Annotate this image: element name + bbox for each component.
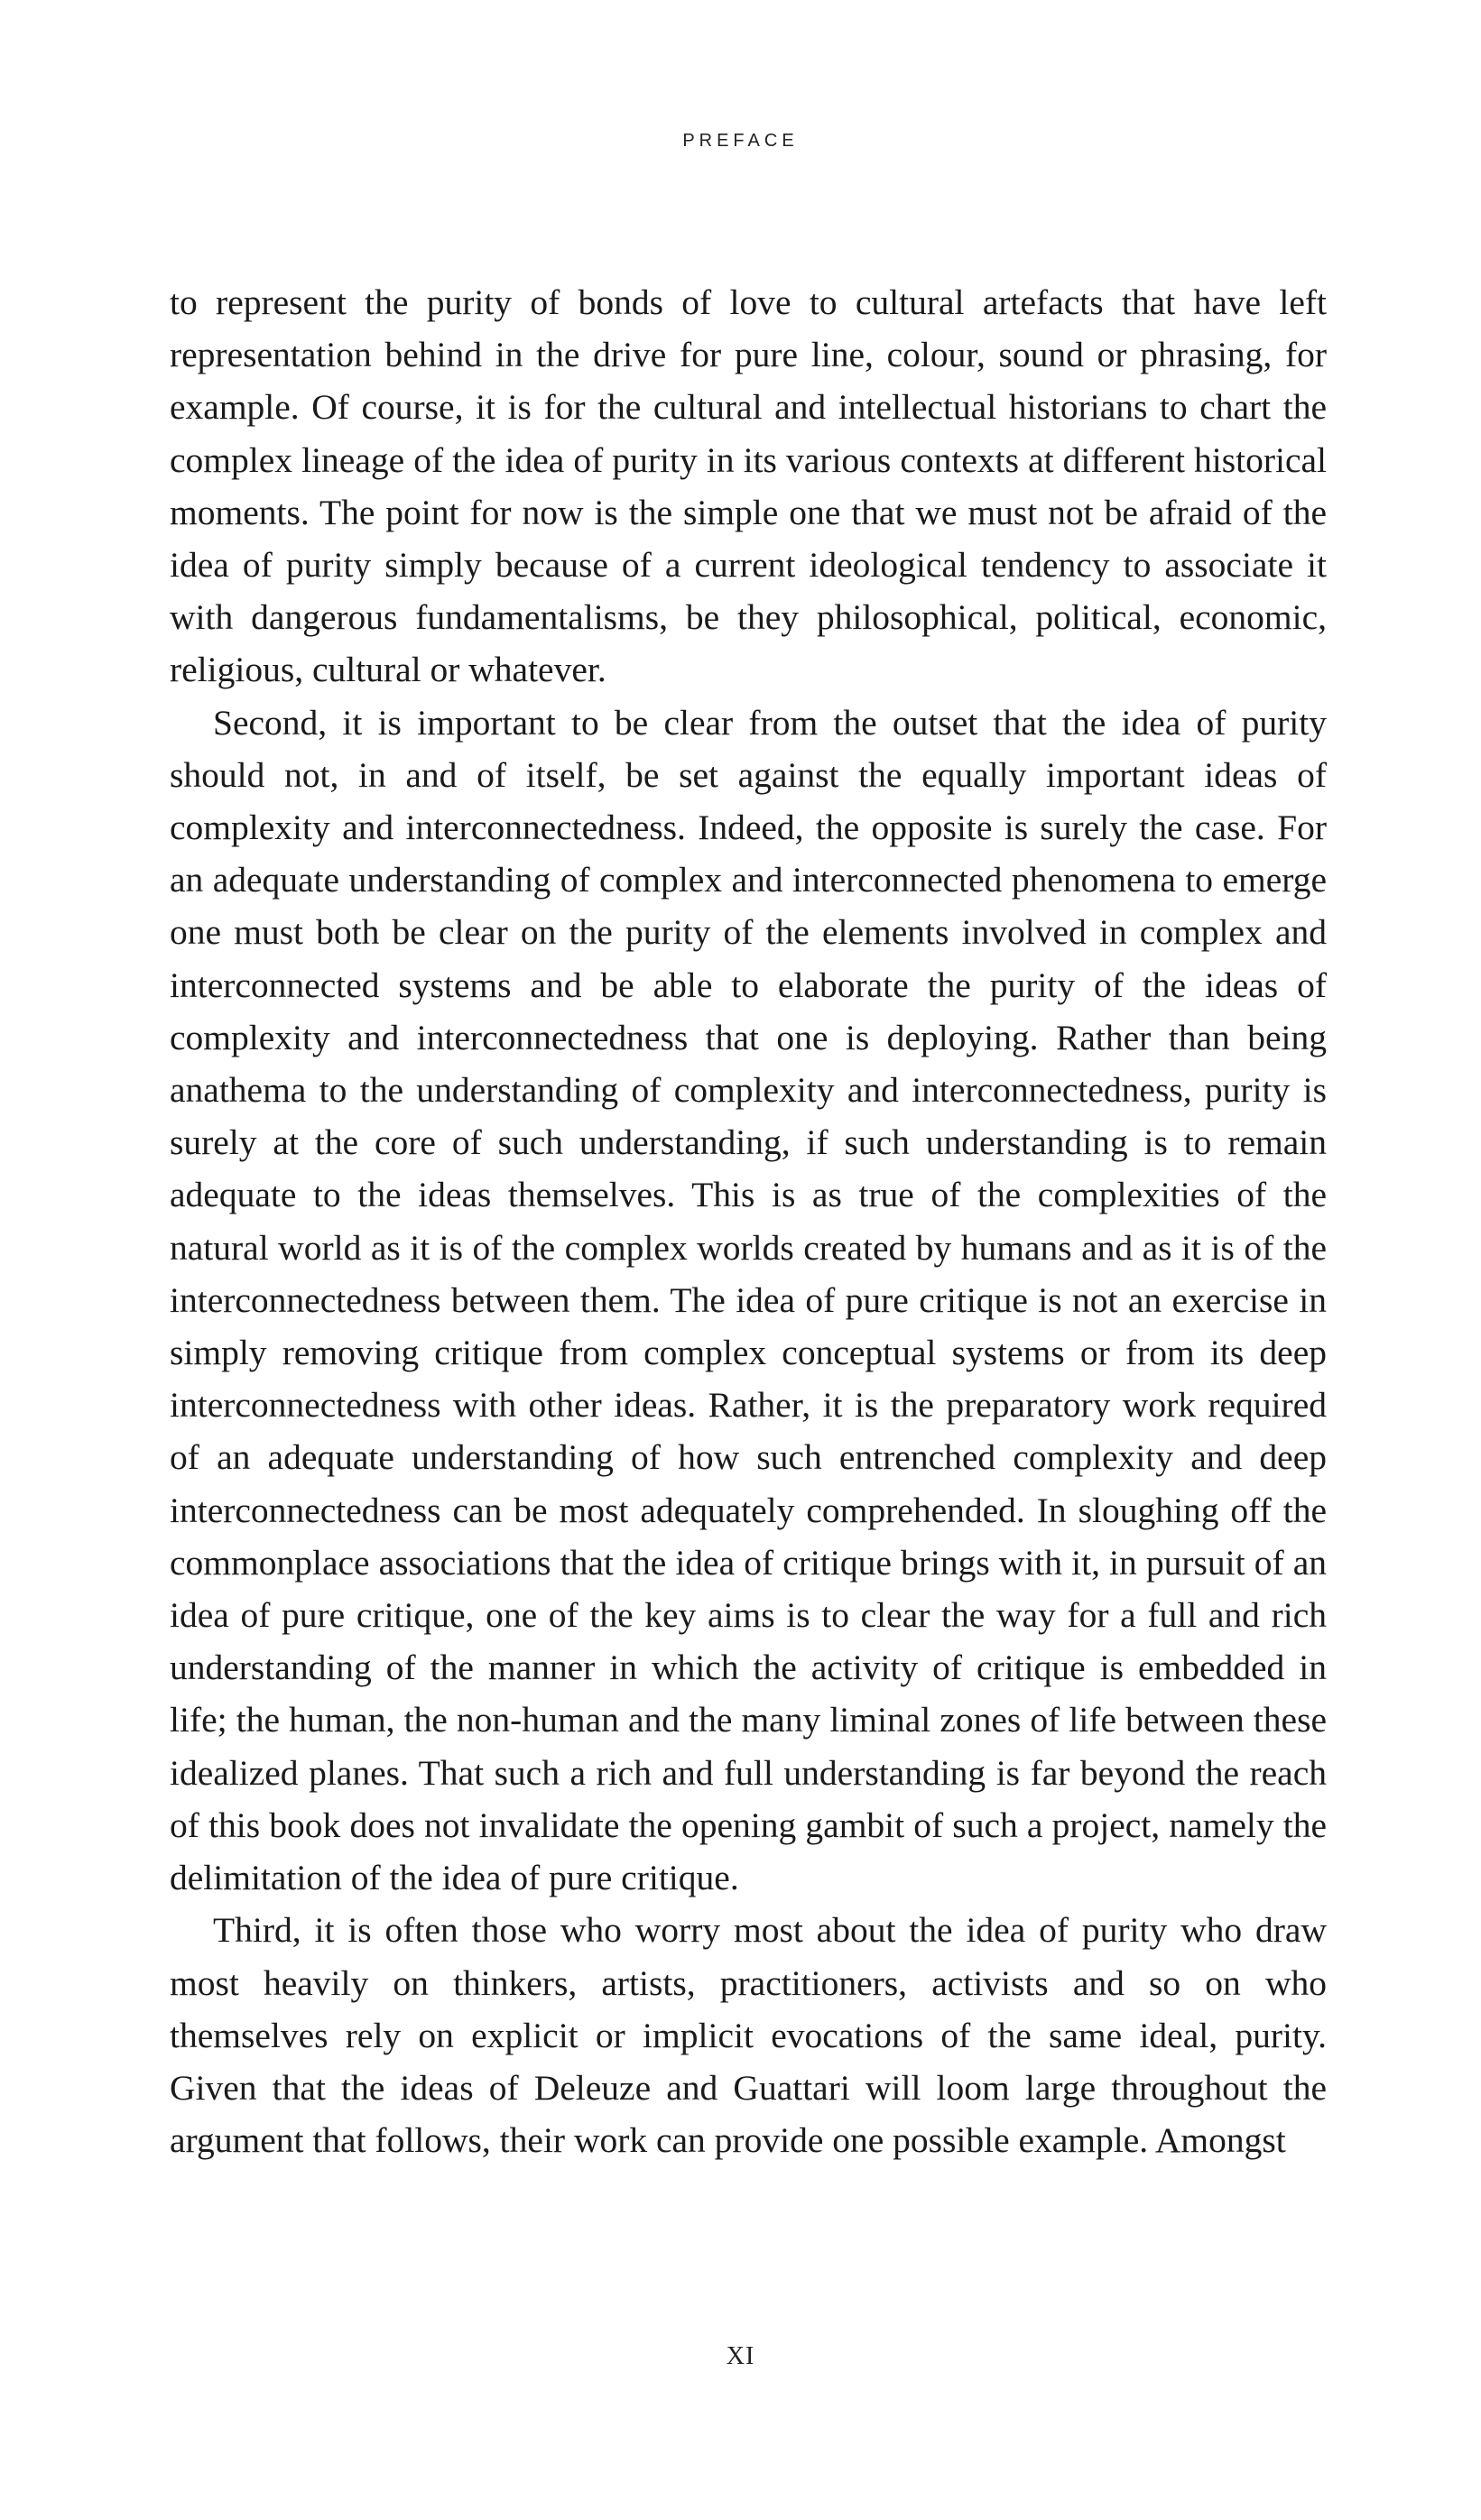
paragraph-continued: to represent the purity of bonds of love to cultural artefacts that have left representation behind in the drive for pure line, colour, sound or phrasing, for example. Of course, it is for the cultural and intellectual historians to chart the complex lineage of the idea of purity in its various contexts at different historical moments. The point for now is the simple one that we must not be afraid of the idea of purity simply because of a current ideological tendency to associate it with dangerous fundamentalisms, be they philosophical, political, economic, religious, cultural or whatever. — [170, 282, 1327, 690]
running-head: PREFACE — [682, 131, 799, 151]
paragraph-third-point: Third, it is often those who worry most about the idea of purity who draw most heavily on thinkers, artists, practitioners, activists and so on who themselves rely on explicit or implicit evocations of the same ideal, purity. Given that the ideas of Deleuze and Guattari will loom large throughout the argument that follows, their work can provide one possible example. Amongst — [170, 1910, 1327, 2161]
body-text — [170, 276, 1327, 2166]
paragraph-second-point: Second, it is important to be clear from the outset that the idea of purity should not, in and of itself, be set against the equally important ideas of complexity and interconnectedness. Indeed, the opposite is surely the case. For an adequate understanding of complex and interconnected phenomena to emerge one must both be clear on the purity of the elements involved in complex and interconnected systems and be able to elaborate the purity of the ideas of complexity and interconnectedness that one is deploying. Rather than being anathema to the understanding of complexity and interconnectedness, purity is surely at the core of such understanding, if such understanding is to remain adequate to the ideas themselves. This is as true of the complexities of the natural world as it is of the complex worlds created by humans and as it is of the interconnectedness between them. The idea of pure critique is not an exercise in simply removing critique from complex conceptual systems or from its deep interconnectedness with other ideas. Rather, it is the preparatory work required of an adequate understanding of how such entrenched complexity and deep interconnectedness can be most adequately comprehended. In sloughing off the commonplace associations that the idea of critique brings with it, in pursuit of an idea of pure critique, one of the key aims is to clear the way for a full and rich understanding of the manner in which the activity of critique is embedded in life; the human, the non-human and the many liminal zones of life between these idealized planes. That such a rich and full understanding is far beyond the reach of this book does not invalidate the opening gambit of such a project, namely the delimitation of the idea of pure critique. — [170, 702, 1327, 1898]
page-number: XI — [726, 2342, 755, 2370]
